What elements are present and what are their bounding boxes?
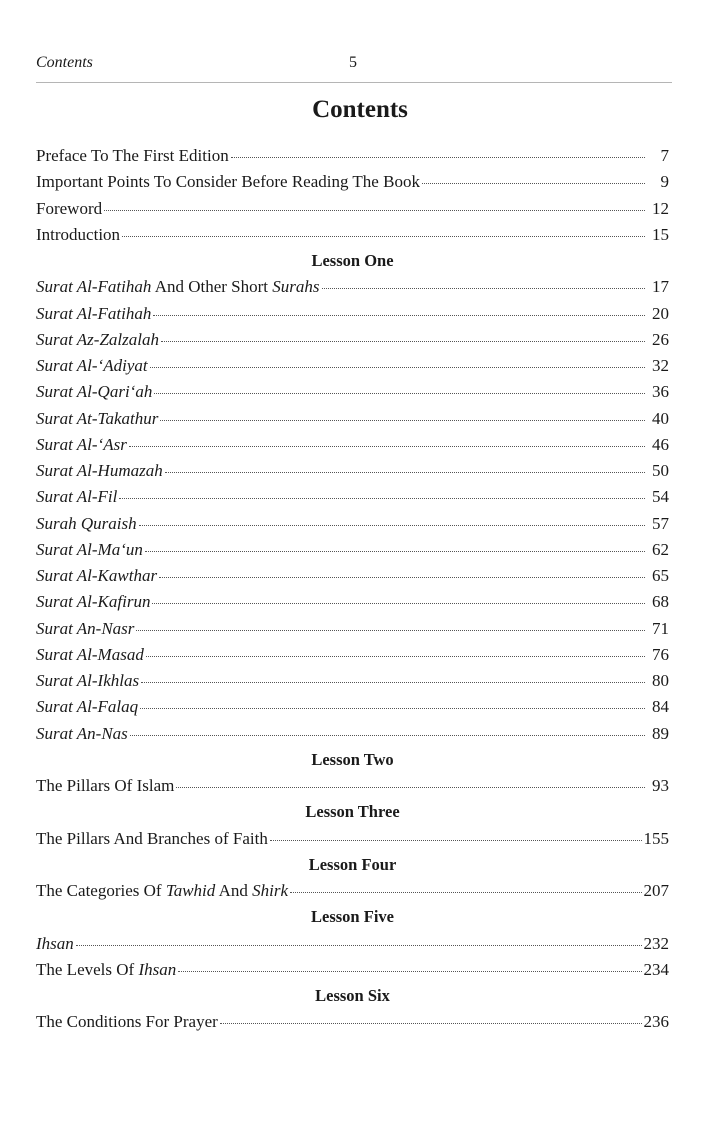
lesson-four-heading: Lesson Four [308, 854, 397, 874]
toc-entry-surah [36, 721, 669, 747]
dot-leader [160, 420, 645, 421]
dot-leader [122, 236, 645, 237]
lesson-five-heading: Lesson Five [311, 907, 394, 927]
header-rule [36, 82, 672, 83]
toc-entry-label-italic: Ihsan [138, 959, 177, 979]
toc-entry-label: Surat Al-Humazah [36, 461, 163, 480]
toc-entry-label [36, 274, 320, 300]
toc-entry-label: Ihsan [36, 933, 74, 953]
toc-entry-label: Surat At-Takathur [36, 408, 159, 428]
toc-entry-surah [36, 432, 669, 458]
dot-leader [159, 577, 645, 578]
toc-entry-label-italic: Shirk [252, 881, 289, 900]
toc-entry-page: 9 [660, 172, 669, 192]
lesson-six-heading: Lesson Six [315, 986, 390, 1005]
toc-entry-page: 68 [652, 592, 669, 612]
running-head-title: Contents [36, 54, 93, 71]
toc-entry-page: 26 [652, 329, 669, 349]
toc-entry-categories-tawhid-shirk [36, 878, 669, 904]
toc-entry-important-points [36, 169, 669, 195]
dot-leader [76, 945, 642, 946]
toc-entry-page: 93 [652, 776, 669, 795]
toc-entry-page: 50 [652, 461, 669, 480]
toc-entry-pillars-and-branches [36, 826, 669, 852]
toc-entry-label: Surat Al-Ma‘un [36, 539, 143, 559]
toc-entry-surah [36, 563, 669, 589]
toc-entry-label: Surat An-Nas [36, 723, 128, 743]
toc-entry-conditions-for-prayer [36, 1009, 669, 1035]
toc-entry-page: 20 [652, 303, 669, 323]
page-title: Contents [312, 96, 408, 123]
toc-entry-page: 71 [652, 618, 669, 638]
toc-entry-label: Introduction [36, 224, 121, 244]
toc-entry-page: 232 [643, 933, 669, 953]
toc-entry-label: Surat Al-‘Adiyat [36, 356, 148, 375]
dot-leader [136, 630, 645, 631]
toc-entry-ihsan [36, 931, 669, 957]
lesson-one-list [36, 301, 669, 747]
dot-leader [270, 840, 642, 841]
dot-leader [150, 367, 645, 368]
toc-entry-surah [36, 327, 669, 353]
toc-entry-label [36, 957, 176, 983]
dot-leader [104, 210, 645, 211]
dot-leader [139, 525, 645, 526]
toc-entry-preface [36, 143, 669, 169]
toc-entry-page: 7 [660, 146, 669, 165]
toc-entry-label-italic: Surahs [272, 277, 320, 297]
toc-entry-surah [36, 642, 669, 668]
dot-leader [290, 892, 641, 893]
toc-entry-label: Surat Al-Falaq [36, 697, 139, 717]
toc-entry-label: The Conditions For Prayer [36, 1012, 218, 1032]
dot-leader [119, 498, 645, 499]
toc-entry-fatihah-and-short-surahs [36, 274, 669, 300]
toc-entry-page: 207 [643, 881, 669, 900]
toc-entry-page: 15 [652, 224, 669, 244]
dot-leader [422, 183, 645, 184]
toc-entry-label: Surat Al-Kafirun [36, 592, 151, 612]
toc-entry-label: Surat Al-Fil [36, 487, 118, 507]
toc-entry-page: 46 [652, 434, 669, 454]
dot-leader [165, 472, 645, 473]
lesson-three-heading: Lesson Three [305, 802, 400, 822]
toc-entry-label: Surat Al-Kawthar [36, 566, 158, 585]
toc-entry-label [36, 878, 288, 904]
dot-leader [176, 787, 645, 788]
toc-entry-label: Surat Az-Zalzalah [36, 329, 159, 349]
toc-entry-surah [36, 406, 669, 432]
toc-entry-surah [36, 511, 669, 537]
dot-leader [146, 656, 645, 657]
toc-entry-page: 57 [652, 513, 669, 533]
dot-leader [145, 551, 645, 552]
toc-entry-page: 54 [652, 487, 669, 507]
toc-entry-foreword [36, 196, 669, 222]
toc-entry-label: Important Points To Consider Before Reading The Book [36, 172, 420, 192]
toc-entry-label: Surah Quraish [36, 513, 137, 533]
toc-entry-page: 36 [652, 382, 669, 402]
lesson-one-heading: Lesson One [311, 251, 394, 270]
toc-entry-surah [36, 694, 669, 720]
toc-entry-surah [36, 379, 669, 405]
toc-entry-label: Foreword [36, 198, 103, 218]
toc-entry-label-italic: Surat Al-Fatihah [36, 277, 152, 297]
toc-entry-page: 76 [652, 644, 669, 664]
toc-entry-page: 84 [652, 697, 669, 717]
table-of-contents [36, 143, 669, 1036]
toc-entry-page: 236 [643, 1012, 669, 1032]
toc-entry-surah [36, 353, 669, 379]
lesson-two-heading: Lesson Two [311, 749, 394, 769]
toc-entry-label: Surat An-Nasr [36, 618, 135, 638]
dot-leader [153, 315, 645, 316]
toc-entry-label: The Pillars Of Islam [36, 776, 175, 795]
toc-entry-page: 32 [652, 356, 669, 375]
dot-leader [322, 288, 645, 289]
dot-leader [231, 157, 645, 158]
toc-entry-page: 80 [652, 671, 669, 690]
toc-entry-page: 234 [643, 959, 669, 979]
toc-entry-label-plain: The Levels Of [36, 959, 139, 979]
toc-entry-surah [36, 484, 669, 510]
toc-entry-surah [36, 589, 669, 615]
toc-entry-label: Surat Al-Qari‘ah [36, 382, 153, 402]
toc-entry-label: Preface To The First Edition [36, 146, 229, 165]
toc-entry-introduction [36, 222, 669, 248]
toc-entry-surah [36, 668, 669, 694]
toc-entry-label-plain: And Other Short [151, 277, 273, 297]
dot-leader [140, 708, 645, 709]
dot-leader [161, 341, 645, 342]
dot-leader [141, 682, 645, 683]
dot-leader [154, 393, 645, 394]
toc-entry-pillars-of-islam [36, 773, 669, 799]
toc-entry-levels-of-ihsan [36, 957, 669, 983]
dot-leader [129, 446, 645, 447]
toc-entry-label: The Pillars And Branches of Faith [36, 828, 268, 848]
toc-entry-surah [36, 537, 669, 563]
toc-entry-label: Surat Al-Masad [36, 644, 144, 664]
toc-entry-label-plain: The Categories Of [36, 881, 166, 900]
dot-leader [178, 971, 641, 972]
running-head-page-number: 5 [349, 54, 357, 71]
toc-entry-surah [36, 458, 669, 484]
dot-leader [130, 735, 645, 736]
toc-entry-page: 12 [652, 198, 669, 218]
toc-entry-page: 155 [643, 828, 669, 848]
toc-entry-page: 62 [652, 539, 669, 559]
toc-entry-page: 89 [652, 723, 669, 743]
toc-entry-label: Surat Al-‘Asr [36, 434, 127, 454]
running-head [36, 54, 670, 78]
toc-entry-label: Surat Al-Ikhlas [36, 671, 140, 690]
toc-entry-label-italic: Tawhid [165, 881, 216, 900]
toc-entry-page: 17 [652, 277, 669, 297]
toc-entry-surah [36, 616, 669, 642]
toc-entry-label: Surat Al-Fatihah [36, 303, 152, 323]
toc-entry-page: 65 [652, 566, 669, 585]
toc-entry-label-plain: And [215, 881, 253, 900]
dot-leader [220, 1023, 642, 1024]
dot-leader [152, 603, 645, 604]
toc-entry-surah [36, 301, 669, 327]
toc-entry-page: 40 [652, 408, 669, 428]
